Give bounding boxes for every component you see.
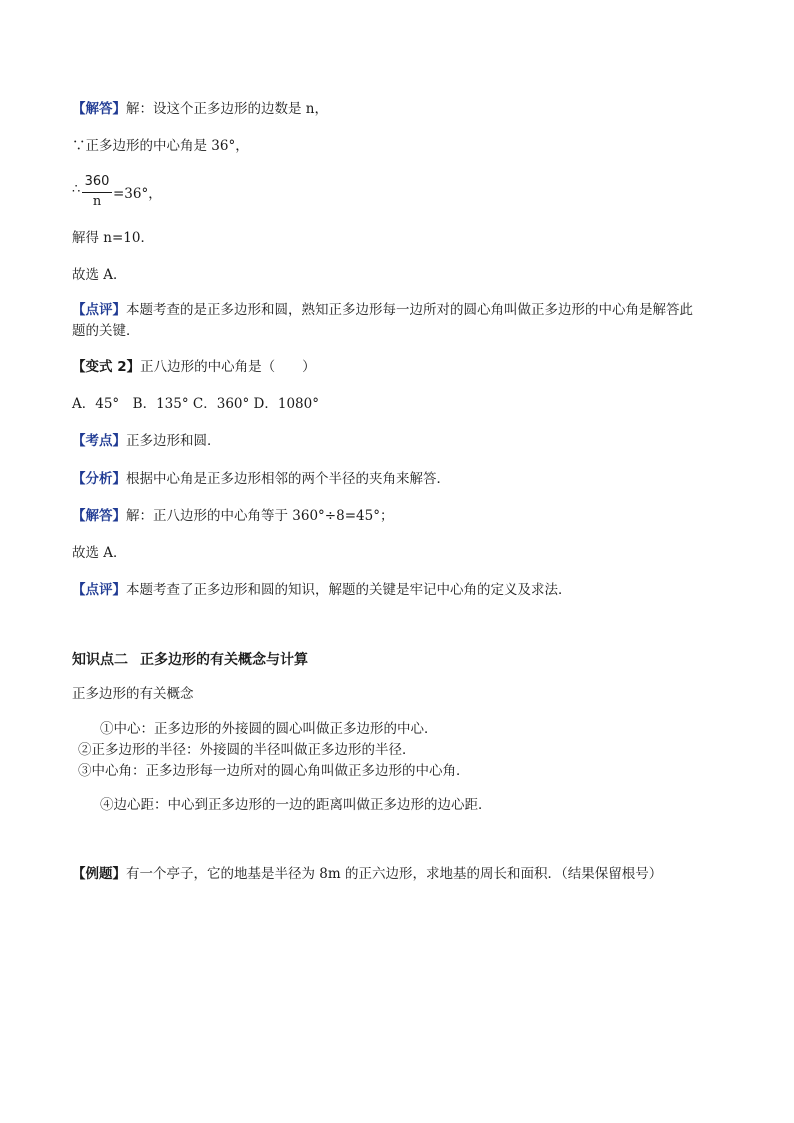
variant2-tag: 【变式 2】: [72, 359, 141, 375]
variant2-options: A．45° B．135° C．360° D．1080°: [72, 396, 319, 412]
example-text: 有一个亭子，它的地基是半径为 8m 的正六边形，求地基的周长和面积．（结果保留根号）: [126, 866, 663, 882]
variant2-question-line: [72, 357, 316, 377]
variant2-answer-tag: 【解答】: [72, 508, 126, 524]
answer-text: 解：设这个正多边形的边数是 n，: [126, 101, 328, 117]
analysis-tag: 【分析】: [72, 471, 126, 487]
point-tag: 【考点】: [72, 433, 126, 449]
example-line: [72, 864, 662, 884]
fraction-result: =36°，: [113, 186, 162, 202]
variant2-comment-text: 本题考查了正多边形和圆的知识，解题的关键是牢记中心角的定义及求法．: [126, 582, 572, 598]
answer-line: [72, 99, 328, 119]
example-tag: 【例题】: [72, 866, 126, 882]
comment-tag: 【点评】: [72, 302, 126, 318]
variant2-comment-line: [72, 580, 572, 600]
knowledge-heading-label: 知识点二: [72, 652, 128, 668]
comment-line-2: 题的关键．: [72, 323, 140, 339]
because-line: ∵正多边形的中心角是 36°，: [72, 138, 249, 154]
concept-item-apothem: ④边心距：中心到正多边形的一边的距离叫做正多边形的边心距．: [100, 797, 492, 813]
fraction-numerator: 360: [84, 174, 110, 189]
therefore-symbol: ∴: [72, 182, 81, 197]
variant2-choose-line: 故选 A．: [72, 545, 127, 561]
answer-tag: 【解答】: [72, 101, 126, 117]
variant2-question: 正八边形的中心角是（ ）: [140, 359, 316, 375]
variant2-answer-line: [72, 506, 393, 526]
knowledge-subheading: 正多边形的有关概念: [72, 686, 194, 702]
variant2-analysis-line: [72, 469, 450, 489]
comment-line-1: [72, 300, 693, 320]
variant2-point-line: [72, 431, 221, 451]
concept-item-radius: ②正多边形的半径：外接圆的半径叫做正多边形的半径．: [78, 742, 416, 758]
fraction-denominator: n: [92, 194, 102, 209]
analysis-text: 根据中心角是正多边形相邻的两个半径的夹角来解答．: [126, 471, 450, 487]
concept-item-center: ①中心：正多边形的外接圆的圆心叫做正多边形的中心．: [100, 721, 438, 737]
comment-text-1: 本题考查的是正多边形和圆，熟知正多边形每一边所对的圆心角叫做正多边形的中心角是解答此: [126, 302, 693, 318]
fraction-bar: [82, 192, 112, 193]
choose-line: 故选 A．: [72, 267, 127, 283]
knowledge-heading-title: 正多边形的有关概念与计算: [140, 652, 308, 668]
concept-item-central-angle: ③中心角：正多边形每一边所对的圆心角叫做正多边形的中心角．: [78, 763, 470, 779]
variant2-comment-tag: 【点评】: [72, 582, 126, 598]
point-text: 正多边形和圆．: [126, 433, 221, 449]
knowledge-heading: [72, 650, 308, 670]
variant2-answer-text: 解：正八边形的中心角等于 360°÷8=45°；: [126, 508, 394, 524]
solve-line: 解得 n=10．: [72, 230, 154, 246]
